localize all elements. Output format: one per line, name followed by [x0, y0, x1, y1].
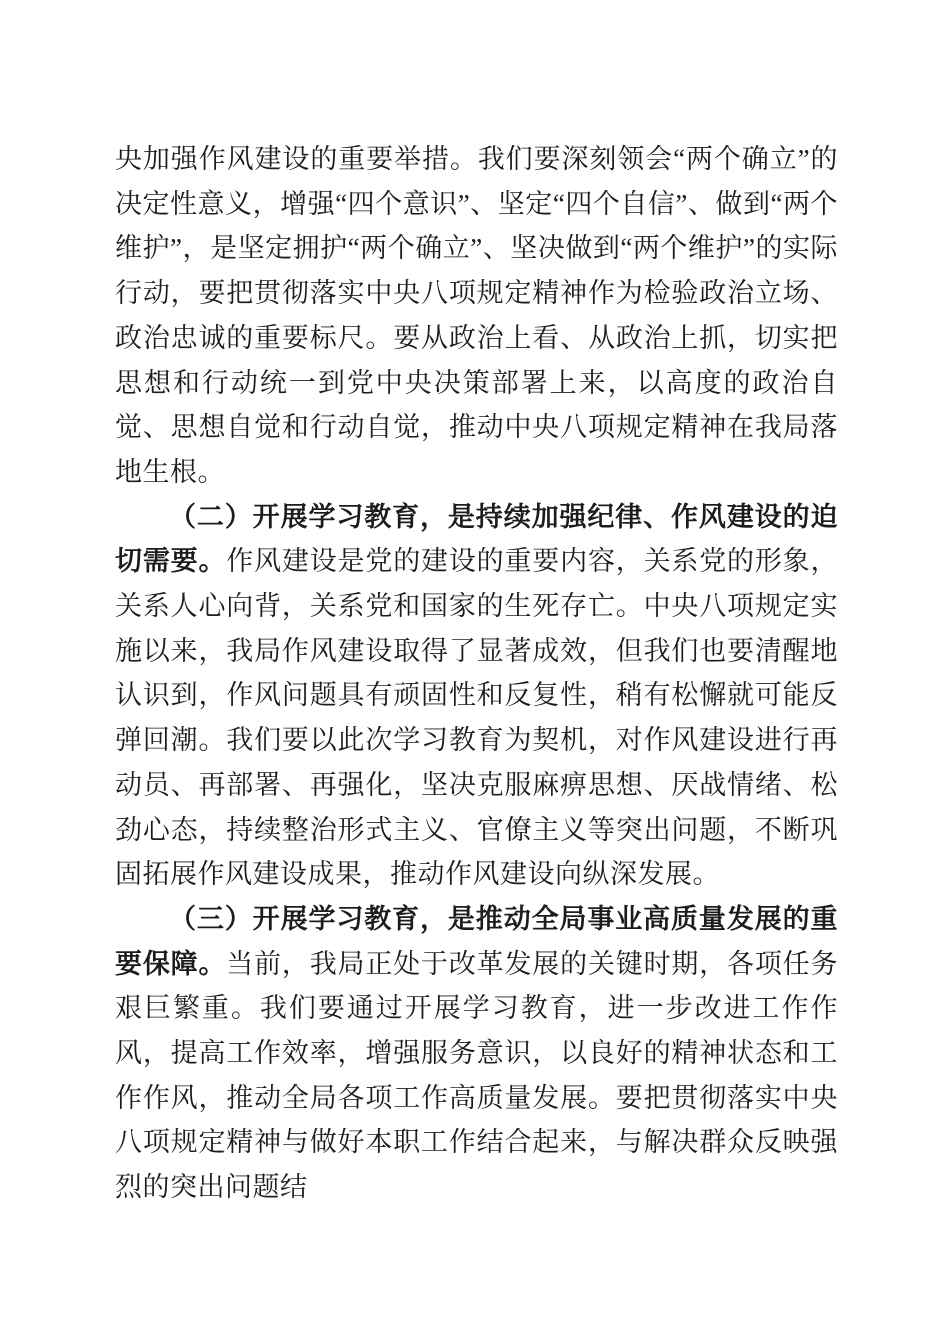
paragraph-1-continuation: [115, 137, 838, 495]
paragraph-1-text: 央加强作风建设的重要举措。我们要深刻领会“两个确立”的决定性意义，增强“四个意识”、坚定“四个自信”、做到“两个维护”，是坚定拥护“两个确立”、坚决做到“两个维护”的实际行动，要把贯彻落实中央八项规定精神作为检验政治立场、政治忠诚的重要标尺。要从政治上看、从政治上抓，切实把思想和行动统一到党中央决策部署上来，以高度的政治自觉、思想自觉和行动自觉，推动中央八项规定精神在我局落地生根。: [115, 144, 838, 487]
paragraph-2-text: 作风建设是党的建设的重要内容，关系党的形象，关系人心向背，关系党和国家的生死存亡。中央八项规定实施以来，我局作风建设取得了显著成效，但我们也要清醒地认识到，作风问题具有顽固性和反复性，稍有松懈就可能反弹回潮。我们要以此次学习教育为契机，对作风建设进行再动员、再部署、再强化，坚决克服麻痹思想、厌战情绪、松劲心态，持续整治形式主义、官僚主义等突出问题，不断巩固拓展作风建设成果，推动作风建设向纵深发展。: [115, 546, 839, 890]
paragraph-2: [115, 495, 838, 897]
paragraph-3: [115, 897, 838, 1210]
paragraph-3-lead: （三）开展学习教育，是推动全局事业高质量发展的重要保障。: [115, 903, 838, 979]
paragraph-3-text: 当前，我局正处于改革发展的关键时期，各项任务艰巨繁重。我们要通过开展学习教育，进一步改进工作作风，提高工作效率，增强服务意识，以良好的精神状态和工作作风，推动全局各项工作高质量发展。要把贯彻落实中央八项规定精神与做好本职工作结合起来，与解决群众反映强烈的突出问题结: [115, 948, 839, 1203]
document-body: [115, 137, 838, 1210]
paragraph-2-lead: （二）开展学习教育，是持续加强纪律、作风建设的迫切需要。: [115, 501, 838, 577]
